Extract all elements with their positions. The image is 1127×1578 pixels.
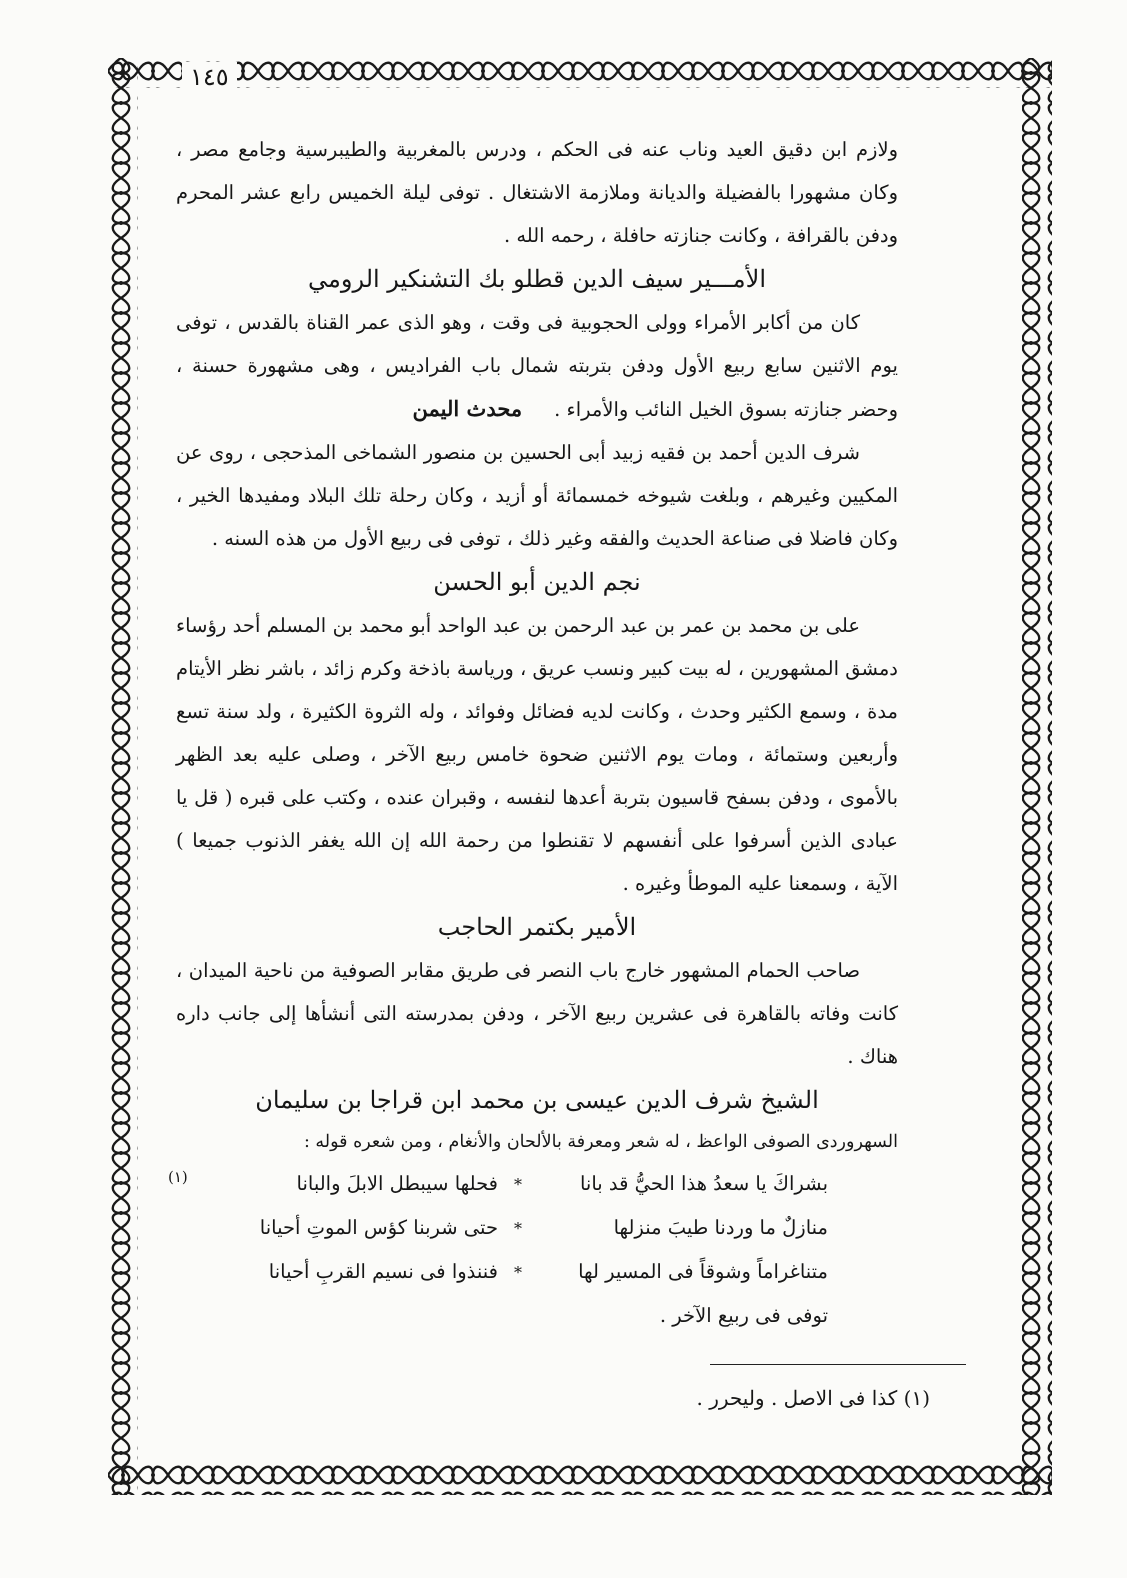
heading-baktamur: الأمير بكتمر الحاجب xyxy=(437,913,637,941)
verse-first-hemistich: متناغراماً وشوقاً فى المسير لها xyxy=(578,1260,828,1283)
footnote-divider xyxy=(710,1364,966,1365)
closing-line: توفى فى ربيع الآخر . xyxy=(659,1304,828,1327)
verse-second-hemistich: فننذوا فى نسيم القربِ أحيانا xyxy=(268,1260,498,1283)
paragraph-qutlubak-text: كان من أكابر الأمراء وولى الحجوبية فى وقت ، وهو الذى عمر القناة بالقدس ، توفى يوم الاثنين سابع ربيع الأول ودفن بتربته شمال باب الفراديس ، وهى مشهورة حسنة ، وحضر جنازته بسوق الخيل النائب والأمراء . xyxy=(176,311,898,421)
heading-najm-aldin: نجم الدين أبو الحسن xyxy=(433,568,641,596)
paragraph-suhrawardi: السهروردى الصوفى الواعظ ، له شعر ومعرفة بالألحان والأنغام ، ومن شعره قوله : xyxy=(303,1132,898,1152)
verse-line xyxy=(168,1162,898,1206)
verse-separator: * xyxy=(514,1175,522,1194)
paragraph-sharaf-ahmad: شرف الدين أحمد بن فقيه زبيد أبى الحسين بن منصور الشماخى المذحجى ، روى عن المكيين وغيرهم ، وبلغت شيوخه خمسمائة أو أزيد ، وكان رحلة تلك البلاد ومفيدها الخير ، وكان فاضلا فى صناعة الحديث والفقه وغير ذلك ، توفى فى ربيع الأول من هذه السنه . xyxy=(176,441,898,550)
page-number: ١٤٥ xyxy=(182,62,237,92)
heading-sharaf-isa: الشيخ شرف الدين عيسى بن محمد ابن قراجا بن سليمان xyxy=(255,1086,819,1114)
paragraph-baktamur: صاحب الحمام المشهور خارج باب النصر فى طريق مقابر الصوفية من ناحية الميدان ، كانت وفاته بالقاهرة فى عشرين ربيع الآخر ، ودفن بمدرسته التى أنشأها إلى جانب داره هناك . xyxy=(176,959,898,1068)
footnote-marker: (١) xyxy=(168,1168,188,1186)
paragraph-ali-bin-muhammad: على بن محمد بن عمر بن عبد الرحمن بن عبد الواحد أبو محمد بن المسلم أحد رؤساء دمشق المشهورين ، له بيت كبير ونسب عريق ، ورياسة باذخة وكرم زائد ، باشر نظر الأيتام مدة ، وسمع الكثير وحدث ، وكانت لديه فضائل وفوائد ، وله الثروة الكثيرة ، ولد سنة تسع وأربعين وستمائة ، ومات يوم الاثنين ضحوة خامس ربيع الآخر ، وصلى عليه بعد الظهر بالأموى ، ودفن بسفح قاسيون بتربة أعدها لنفسه ، وقبران عنده ، وكتب على قبره ( قل يا عبادى الذين أسرفوا على أنفسهم لا تقنطوا من رحمة الله إن الله يغفر الذنوب جميعا ) الآية ، وسمعنا عليه الموطأ وغيره . xyxy=(176,614,898,895)
paragraph-qutlubak xyxy=(176,301,898,431)
footnote: (١) كذا فى الاصل . وليحرر . xyxy=(696,1386,930,1410)
verse-second-hemistich: حتى شربنا كؤس الموتِ أحيانا xyxy=(259,1216,498,1239)
verse-line xyxy=(176,1206,898,1250)
verse-separator: * xyxy=(514,1219,522,1238)
verse-separator: * xyxy=(514,1263,522,1282)
verse-first-hemistich: بشراكَ يا سعدُ هذا الحيُّ قد بانا xyxy=(579,1172,828,1195)
heading-muhaddith-yemen: محدث اليمن xyxy=(412,396,523,421)
paragraph-ibn-daqiq: ولازم ابن دقيق العيد وناب عنه فى الحكم ، ودرس بالمغربية والطيبرسية وجامع مصر ، وكان مشهورا بالفضيلة والديانة وملازمة الاشتغال . توفى ليلة الخميس رابع عشر المحرم ودفن بالقرافة ، وكانت جنازته حافلة ، رحمه الله . xyxy=(176,138,898,247)
verse-first-hemistich: منازلٌ ما وردنا طيبَ منزلها xyxy=(613,1216,828,1239)
page-body xyxy=(168,128,898,1337)
verse-second-hemistich: فحلها سيبطل الابلَ والبانا xyxy=(296,1172,498,1195)
heading-qutlubak: الأمـــير سيف الدين قطلو بك التشنكير الرومي xyxy=(308,265,766,293)
verse-line xyxy=(176,1250,898,1294)
